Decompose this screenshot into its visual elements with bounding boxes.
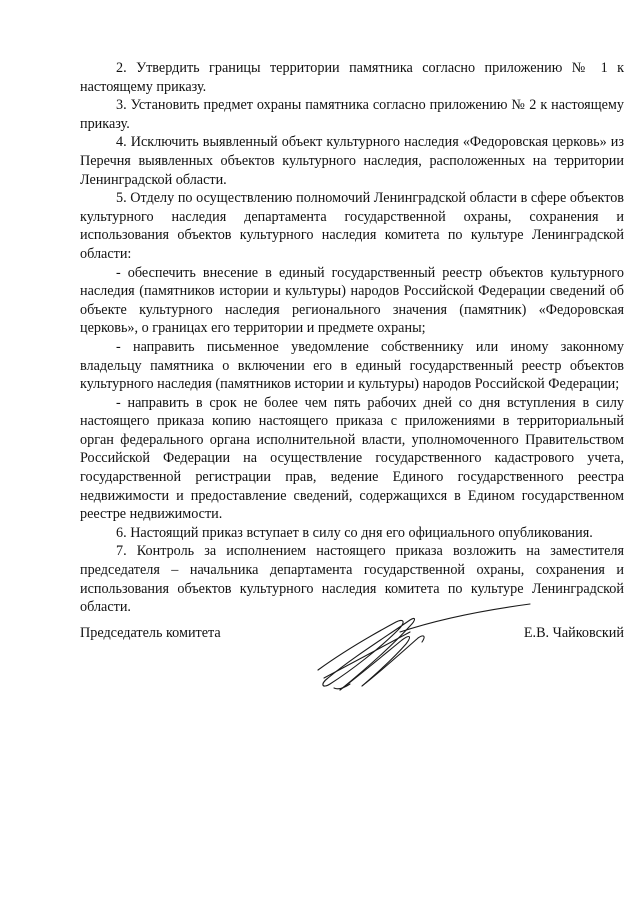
paragraph-4: 4. Исключить выявленный объект культурного наследия «Федоровская церковь» из Перечня выявленных объектов культурного наследия, расположенных на территории Ленинградской области. — [80, 134, 624, 188]
paragraph-6: 6. Настоящий приказ вступает в силу со дня его официального опубликования. — [116, 524, 593, 541]
paragraph-2: 2. Утвердить границы территории памятника согласно приложению № 1 к настоящему приказу. — [80, 60, 624, 95]
signatory-title: Председатель комитета — [80, 625, 221, 641]
bullet-item-1: - обеспечить внесение в единый государственный реестр объектов культурного наследия (памятников истории и культуры) народов Российской Федерации сведений об объекте культурного наследия регионального значения (памятник) «Федоровская церковь», о границах его территории и предмете охраны; — [80, 264, 624, 337]
paragraph-3: 3. Установить предмет охраны памятника согласно приложению № 2 к настоящему приказу. — [80, 97, 624, 132]
bullet-item-2: - направить письменное уведомление собственнику или иному законному владельцу памятника о включении его в единый государственный реестр объектов культурного наследия (памятников истории и культуры) народов Российской Федерации; — [80, 338, 624, 393]
signatory-name: Е.В. Чайковский — [523, 625, 624, 641]
handwritten-signature-icon — [300, 592, 540, 702]
paragraph-7: 7. Контроль за исполнением настоящего приказа возложить на заместителя председателя – начальника департамента государственной охраны, сохранения и использования объектов культурного наследия комитета по культуре Ленинградской области. — [80, 543, 624, 616]
bullet-item-3: - направить в срок не более чем пять рабочих дней со дня вступления в силу настоящего приказа копию настоящего приказа с приложениями в территориальный орган федерального органа исполнительной власти, уполномоченного Правительством Российской Федерации на осуществление государственного кадастрового учета, государственной регистрации прав, ведение Единого государственного реестра недвижимости и предоставление сведений, содержащихся в Едином государственном реестре недвижимости. — [80, 394, 624, 523]
paragraph-5: 5. Отделу по осуществлению полномочий Ленинградской области в сфере объектов культурного наследия департамента государственной охраны, сохранения и использования объектов культурного наследия комитета по культуре Ленинградской области: — [80, 190, 624, 262]
document-body — [80, 59, 624, 617]
